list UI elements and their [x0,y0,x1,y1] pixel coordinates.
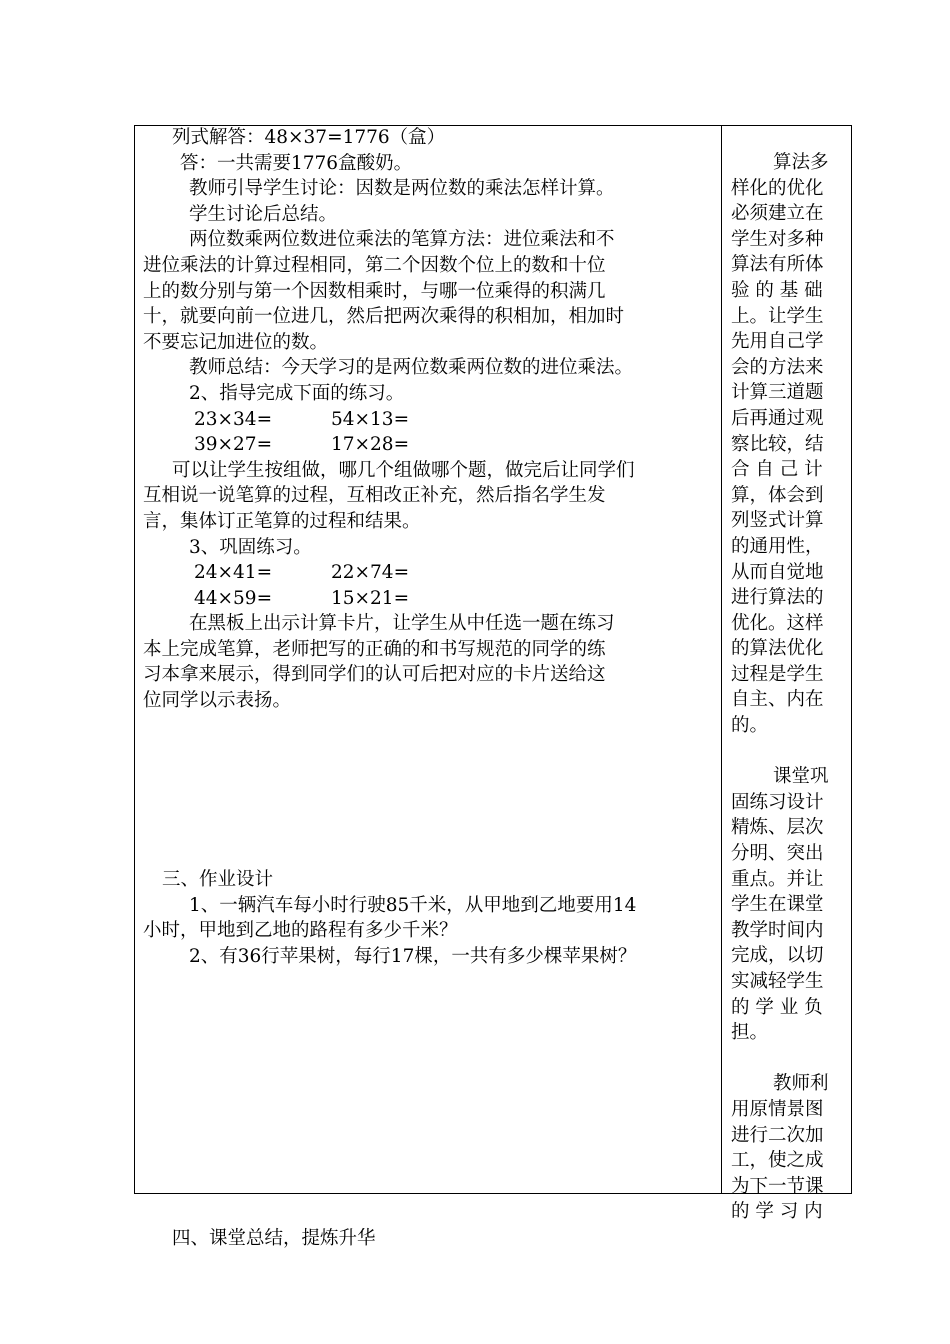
note-line: 算，体会到 [731,484,824,506]
side-notes-column [731,150,844,1225]
text-line: 上的数分别与第一个因数相乘时，与哪一位乘得的积满几 [143,280,606,302]
note-line: 课堂巩 [773,766,829,788]
practice-item: 15×21= [331,587,410,609]
practice-item: 44×59= [194,587,273,609]
note-line: 合 自 己 计 [731,459,823,481]
practice-row [143,407,718,433]
note-line: 样化的优化 [731,177,824,199]
note-line: 的 学 习 内 [731,1201,823,1223]
text-line: 习本拿来展示，得到同学们的认可后把对应的卡片送给这 [143,664,606,686]
section-heading: 四、课堂总结，提炼升华 [172,1227,376,1249]
note-line: 学生对多种 [731,228,824,250]
text-line: 本上完成笔算，老师把写的正确的和书写规范的同学的练 [143,638,606,660]
note-line: 算法多 [773,152,829,173]
practice-row [143,432,718,458]
homework-line: 1、一辆汽车每小时行驶85千米，从甲地到乙地要用14 [189,894,637,916]
text-line: 互相说一说笔算的过程，互相改正补充，然后指名学生发 [143,485,606,507]
homework-line: 小时，甲地到乙地的路程有多少千米？ [143,920,458,942]
text-line: 学生讨论后总结。 [189,203,338,225]
note-line: 重点。并让 [731,868,824,890]
text-line: 进位乘法的计算过程相同，第二个因数个位上的数和十位 [143,254,606,276]
practice-item: 54×13= [331,408,410,430]
note-line: 担。 [731,1022,769,1044]
note-line: 的通用性， [731,535,824,557]
note-line: 的。 [731,715,769,737]
note-line: 察比较，结 [731,433,824,455]
note-line: 分明、突出 [731,843,824,865]
practice-item: 22×74= [331,562,410,584]
text-line: 教师总结：今天学习的是两位数乘两位数的进位乘法。 [189,357,634,379]
note-line: 工，使之成 [731,1150,824,1172]
text-line: 列式解答：48×37=1776（盒） [172,127,446,148]
note-line: 优化。这样 [731,612,824,634]
text-line: 位同学以示表扬。 [143,690,292,712]
main-column [143,125,718,1251]
note-line: 教学时间内 [731,919,824,941]
practice-item: 39×27= [194,434,273,456]
note-line: 后再通过观 [731,407,824,429]
note-line: 验 的 基 础 [731,279,823,301]
note-line: 从而自觉地 [731,561,824,583]
note-line: 的 学 业 负 [731,996,823,1018]
practice-item: 24×41= [194,562,273,584]
note-line: 自主、内在 [731,689,824,711]
column-divider [721,125,722,1194]
section-heading: 三、作业设计 [162,869,274,891]
note-line: 的算法优化 [731,638,824,660]
homework-line: 2、有36行苹果树，每行17棵，一共有多少棵苹果树？ [189,946,637,967]
note-line: 精炼、层次 [731,817,824,839]
text-line: 十，就要向前一位进几，然后把两次乘得的积相加，相加时 [143,306,625,328]
text-line: 在黑板上出示计算卡片，让学生从中任选一题在练习 [189,613,615,635]
note-line: 进行二次加 [731,1124,824,1146]
note-line: 用原情景图 [731,1098,824,1120]
note-line: 过程是学生 [731,663,824,685]
note-line: 固练习设计 [731,791,824,813]
text-line: 两位数乘两位数进位乘法的笔算方法：进位乘法和不 [189,229,615,251]
practice-item: 23×34= [194,408,273,430]
practice-row [143,560,718,586]
note-line: 必须建立在 [731,203,824,225]
text-line: 可以让学生按组做，哪几个组做哪个题，做完后让同学们 [172,459,635,481]
note-line: 列竖式计算 [731,510,824,532]
practice-item: 17×28= [331,434,410,456]
note-line: 计算三道题 [731,382,824,404]
text-line: 不要忘记加进位的数。 [143,331,329,353]
note-line: 为下一节课 [731,1175,824,1197]
text-line: 2、指导完成下面的练习。 [189,382,405,404]
text-line: 3、巩固练习。 [189,536,312,558]
text-line: 教师引导学生讨论：因数是两位数的乘法怎样计算。 [189,178,615,200]
note-line: 完成，以切 [731,945,824,967]
note-line: 实减轻学生 [731,971,824,992]
note-line: 上。让学生 [731,305,824,327]
note-line: 会的方法来 [731,356,824,378]
text-line: 言，集体订正笔算的过程和结果。 [143,510,421,532]
text-line: 答：一共需要1776盒酸奶。 [180,152,413,174]
note-line: 学生在课堂 [731,894,824,916]
note-line: 教师利 [773,1073,829,1095]
practice-row [143,586,718,612]
note-line: 进行算法的 [731,587,824,609]
note-line: 先用自己学 [731,331,824,353]
note-line: 算法有所体 [731,254,824,276]
